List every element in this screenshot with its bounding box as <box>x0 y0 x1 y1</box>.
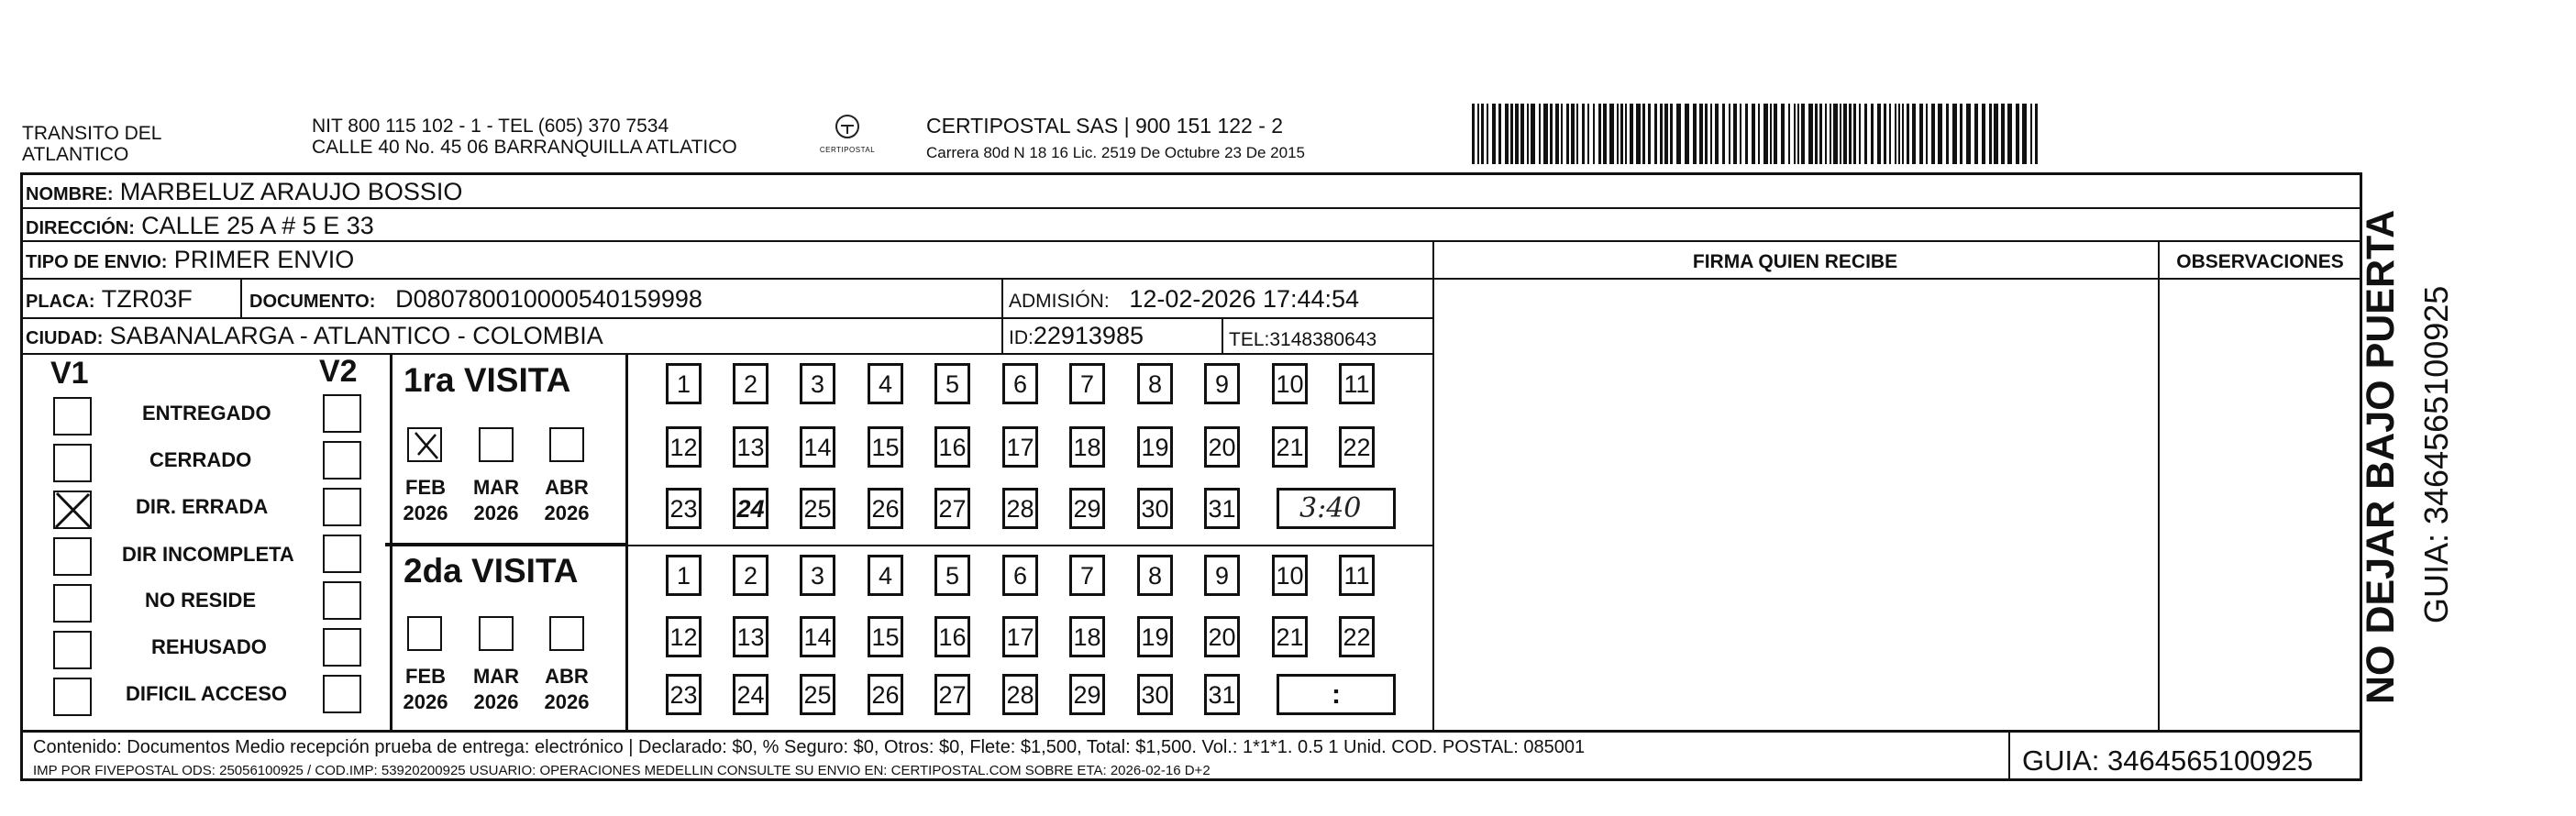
v2-checkbox-dificil-acceso[interactable] <box>323 675 361 713</box>
first-visit-abr-label: ABR 2026 <box>544 476 590 524</box>
first-visit-day-18[interactable]: 18 <box>1069 426 1105 468</box>
v2-checkbox-dir-errada[interactable] <box>323 488 361 526</box>
second-visit-day-4[interactable]: 4 <box>868 555 903 596</box>
footer-contenido: Contenido: Documentos Medio recepción prueba de entrega: electrónico | Declarado: $0, % Seguro: $0, Otros: $0, Flete: $1,500, Total: $1,500. Vol.: 1*1*1. 0.5 1 Unid. COD. POSTAL: 085001 <box>33 737 1586 757</box>
v2-checkbox-no-reside[interactable] <box>323 581 361 620</box>
ciudad-field: CIUDAD: SABANALARGA - ATLANTICO - COLOMBIA <box>26 322 603 349</box>
second-visit-day-11[interactable]: 11 <box>1339 555 1375 596</box>
first-visit-day-11[interactable]: 11 <box>1339 363 1375 404</box>
v1-checkbox-rehusado[interactable] <box>53 631 92 669</box>
placa-field: PLACA: TZR03F <box>26 285 193 313</box>
first-visit-day-22[interactable]: 22 <box>1339 426 1375 468</box>
first-visit-day-27[interactable]: 27 <box>934 488 970 529</box>
second-visit-day-19[interactable]: 19 <box>1137 616 1173 657</box>
footer-imp: IMP POR FIVEPOSTAL ODS: 25056100925 / COD.IMP: 53920200925 USUARIO: OPERACIONES MEDELLIN CONSULTE SU ENVIO EN: CERTIPOSTAL.COM SOBRE ETA: 2026-02-16 D+2 <box>33 763 1211 778</box>
second-visit-day-15[interactable]: 15 <box>868 616 903 657</box>
second-visit-day-12[interactable]: 12 <box>666 616 702 657</box>
v1-checkbox-entregado[interactable] <box>53 397 92 436</box>
first-visit-feb-label: FEB 2026 <box>403 476 448 524</box>
first-visit-day-29[interactable]: 29 <box>1069 488 1105 529</box>
status-no-reside: NO RESIDE <box>145 589 257 612</box>
company-info: CERTIPOSTAL SAS | 900 151 122 - 2 Carrera 80d N 18 16 Lic. 2519 De Octubre 23 De 2015 <box>926 114 1305 161</box>
first-visit-day-20[interactable]: 20 <box>1204 426 1240 468</box>
second-visit-abr-label: ABR 2026 <box>544 665 590 713</box>
first-visit-day-30[interactable]: 30 <box>1137 488 1173 529</box>
first-visit-day-21[interactable]: 21 <box>1272 426 1308 468</box>
second-visit-time-box[interactable] <box>1277 674 1396 715</box>
second-visit-day-22[interactable]: 22 <box>1339 616 1375 657</box>
barcode <box>1472 104 2040 164</box>
v1-checkbox-dir-incompleta[interactable] <box>53 537 92 576</box>
tipo-envio-field: TIPO DE ENVIO: PRIMER ENVIO <box>26 246 355 273</box>
second-visit-day-9[interactable]: 9 <box>1204 555 1240 596</box>
first-visit-day-17[interactable]: 17 <box>1002 426 1038 468</box>
second-visit-day-14[interactable]: 14 <box>800 616 835 657</box>
first-visit-day-16[interactable]: 16 <box>934 426 970 468</box>
footer-guia: GUIA: 3464565100925 <box>2022 744 2314 777</box>
second-visit-day-24[interactable]: 24 <box>733 674 768 715</box>
first-visit-day-15[interactable]: 15 <box>868 426 903 468</box>
first-visit-day-12[interactable]: 12 <box>666 426 702 468</box>
sender-contact: NIT 800 115 102 - 1 - TEL (605) 370 7534 CALLE 40 No. 45 06 BARRANQUILLA ATLATICO <box>312 116 737 158</box>
second-visit-day-18[interactable]: 18 <box>1069 616 1105 657</box>
second-visit-day-23[interactable]: 23 <box>666 674 702 715</box>
admision-field: ADMISIÓN: 12-02-2026 17:44:54 <box>1009 285 1360 313</box>
time-separator: : <box>1332 679 1341 710</box>
first-visit-feb-box[interactable] <box>407 427 442 462</box>
first-visit-day-9[interactable]: 9 <box>1204 363 1240 404</box>
second-visit-day-17[interactable]: 17 <box>1002 616 1038 657</box>
second-visit-feb-box[interactable] <box>407 616 442 651</box>
second-visit-day-16[interactable]: 16 <box>934 616 970 657</box>
v1-checkbox-dificil-acceso[interactable] <box>53 678 92 716</box>
first-visit-day-26[interactable]: 26 <box>868 488 903 529</box>
second-visit-day-27[interactable]: 27 <box>934 674 970 715</box>
second-visit-day-6[interactable]: 6 <box>1002 555 1038 596</box>
second-visit-day-1[interactable]: 1 <box>666 555 702 596</box>
v1-checkbox-dir-errada[interactable] <box>53 491 92 529</box>
first-visit-day-31[interactable]: 31 <box>1204 488 1240 529</box>
handwritten-time: 3:40 <box>1299 492 1362 524</box>
first-visit-day-8[interactable]: 8 <box>1137 363 1173 404</box>
first-visit-day-24[interactable]: 24 <box>733 488 768 529</box>
direccion-field: DIRECCIÓN: CALLE 25 A # 5 E 33 <box>26 212 374 239</box>
first-visit-time-box[interactable] <box>1277 488 1396 529</box>
v1-label: V1 <box>50 356 89 391</box>
v2-checkbox-rehusado[interactable] <box>323 628 361 667</box>
second-visit-abr-box[interactable] <box>549 616 584 651</box>
first-visit-day-10[interactable]: 10 <box>1272 363 1308 404</box>
first-visit-title: 1ra VISITA <box>404 361 571 399</box>
status-rehusado: REHUSADO <box>151 635 267 658</box>
tel-field: TEL:3148380643 <box>1229 329 1377 350</box>
second-visit-day-2[interactable]: 2 <box>733 555 768 596</box>
second-visit-day-13[interactable]: 13 <box>733 616 768 657</box>
documento-field: DOCUMENTO: D080780010000540159998 <box>249 285 702 313</box>
first-visit-day-1[interactable]: 1 <box>666 363 702 404</box>
second-visit-day-3[interactable]: 3 <box>800 555 835 596</box>
side-guia-number: GUIA: 3464565100925 <box>2417 285 2455 623</box>
first-visit-day-23[interactable]: 23 <box>666 488 702 529</box>
firma-header: FIRMA QUIEN RECIBE <box>1692 251 1898 272</box>
second-visit-day-31[interactable]: 31 <box>1204 674 1240 715</box>
first-visit-day-19[interactable]: 19 <box>1137 426 1173 468</box>
sender-name: TRANSITO DEL ATLANTICO <box>22 123 162 165</box>
status-cerrado: CERRADO <box>149 448 252 471</box>
v2-checkbox-dir-incompleta[interactable] <box>323 535 361 573</box>
first-visit-mar-label: MAR 2026 <box>472 476 520 524</box>
second-visit-day-25[interactable]: 25 <box>800 674 835 715</box>
first-visit-day-3[interactable]: 3 <box>800 363 835 404</box>
status-entregado: ENTREGADO <box>142 402 271 425</box>
observaciones-header: OBSERVACIONES <box>2176 251 2344 272</box>
second-visit-day-7[interactable]: 7 <box>1069 555 1105 596</box>
first-visit-day-7[interactable]: 7 <box>1069 363 1105 404</box>
v1-checkbox-cerrado[interactable] <box>53 444 92 482</box>
status-dir-errada: DIR. ERRADA <box>136 495 269 518</box>
first-visit-mar-box[interactable] <box>479 427 514 462</box>
second-visit-day-20[interactable]: 20 <box>1204 616 1240 657</box>
second-visit-day-28[interactable]: 28 <box>1002 674 1038 715</box>
first-visit-day-6[interactable]: 6 <box>1002 363 1038 404</box>
first-visit-day-2[interactable]: 2 <box>733 363 768 404</box>
first-visit-day-28[interactable]: 28 <box>1002 488 1038 529</box>
v2-label: V2 <box>319 354 358 389</box>
first-visit-day-13[interactable]: 13 <box>733 426 768 468</box>
certipostal-logo: CERTIPOSTAL <box>811 114 884 154</box>
nombre-field: NOMBRE: MARBELUZ ARAUJO BOSSIO <box>26 178 463 205</box>
v2-checkbox-cerrado[interactable] <box>323 441 361 480</box>
second-visit-mar-label: MAR 2026 <box>472 665 520 713</box>
v2-checkbox-entregado[interactable] <box>323 394 361 433</box>
id-field: ID:22913985 <box>1009 322 1144 349</box>
second-visit-day-8[interactable]: 8 <box>1137 555 1173 596</box>
status-dificil-acceso: DIFICIL ACCESO <box>126 682 288 705</box>
first-visit-day-14[interactable]: 14 <box>800 426 835 468</box>
first-visit-abr-box[interactable] <box>549 427 584 462</box>
first-visit-day-5[interactable]: 5 <box>934 363 970 404</box>
second-visit-day-5[interactable]: 5 <box>934 555 970 596</box>
first-visit-day-25[interactable]: 25 <box>800 488 835 529</box>
no-dejar-bajo-puerta-warning: NO DEJAR BAJO PUERTA <box>2359 209 2403 704</box>
first-visit-day-4[interactable]: 4 <box>868 363 903 404</box>
second-visit-day-26[interactable]: 26 <box>868 674 903 715</box>
second-visit-day-10[interactable]: 10 <box>1272 555 1308 596</box>
second-visit-day-29[interactable]: 29 <box>1069 674 1105 715</box>
second-visit-day-30[interactable]: 30 <box>1137 674 1173 715</box>
v1-checkbox-no-reside[interactable] <box>53 584 92 623</box>
second-visit-title: 2da VISITA <box>404 552 579 590</box>
status-dir-incompleta: DIR INCOMPLETA <box>122 543 294 566</box>
second-visit-day-21[interactable]: 21 <box>1272 616 1308 657</box>
second-visit-mar-box[interactable] <box>479 616 514 651</box>
second-visit-feb-label: FEB 2026 <box>403 665 448 713</box>
